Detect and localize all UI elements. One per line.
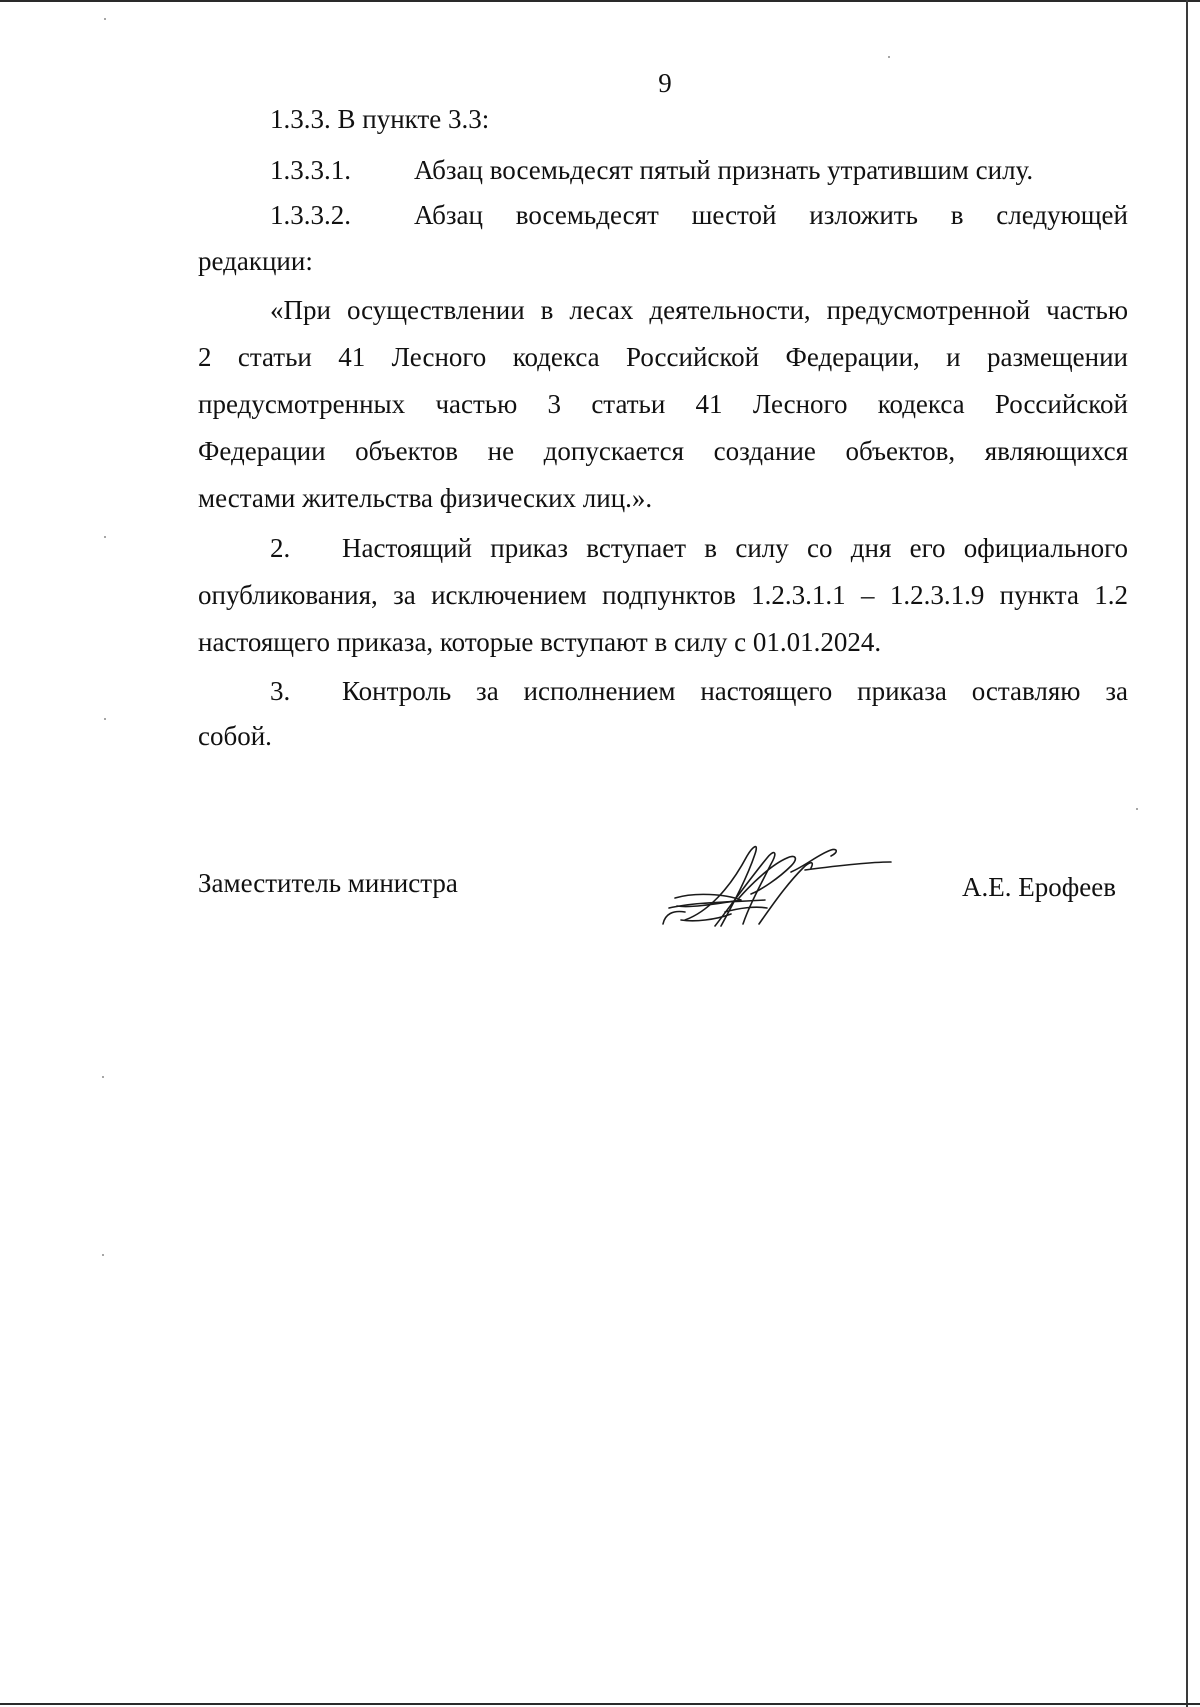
point-text: собой. bbox=[198, 721, 272, 751]
scan-speck bbox=[104, 718, 106, 720]
point-text: Настоящий приказ вступает в силу со дня его официального bbox=[342, 533, 1128, 563]
scan-speck bbox=[102, 1254, 104, 1256]
quote-line: предусмотренных частью 3 статьи 41 Лесного кодекса Российской bbox=[198, 389, 1128, 419]
handwritten-signature bbox=[655, 828, 895, 938]
scan-speck bbox=[102, 1076, 104, 1078]
scan-edge-right bbox=[1186, 0, 1188, 1707]
item-text: Абзац восемьдесят шестой изложить в следующей bbox=[414, 200, 1128, 230]
point-text: настоящего приказа, которые вступают в силу с 01.01.2024. bbox=[198, 627, 882, 657]
point-text: опубликования, за исключением подпунктов 1.2.3.1.1 – 1.2.3.1.9 пункта 1.2 bbox=[198, 580, 1128, 610]
scan-speck bbox=[1136, 808, 1138, 810]
signatory-name: А.Е. Ерофеев bbox=[962, 872, 1116, 902]
point-number: 3. bbox=[270, 676, 291, 706]
quote-line: 2 статьи 41 Лесного кодекса Российской Федерации, и размещении bbox=[198, 342, 1128, 372]
section-heading: 1.3.3. В пункте 3.3: bbox=[270, 104, 490, 134]
quote-line: «При осуществлении в лесах деятельности, предусмотренной частью bbox=[270, 295, 1128, 325]
point-text: Контроль за исполнением настоящего приказа оставляю за bbox=[342, 676, 1128, 706]
item-text-continuation: редакции: bbox=[198, 246, 313, 276]
scan-edge-top bbox=[0, 0, 1200, 2]
signatory-position: Заместитель министра bbox=[198, 868, 458, 898]
item-number: 1.3.3.2. bbox=[270, 200, 351, 230]
point-number: 2. bbox=[270, 533, 291, 563]
page-number: 9 bbox=[658, 68, 672, 98]
item-number: 1.3.3.1. bbox=[270, 155, 351, 185]
quote-line: Федерации объектов не допускается создание объектов, являющихся bbox=[198, 436, 1128, 466]
scan-speck bbox=[104, 18, 106, 20]
scan-speck bbox=[104, 536, 106, 538]
scan-edge-bottom bbox=[0, 1703, 1200, 1705]
item-text: Абзац восемьдесят пятый признать утратившим силу. bbox=[414, 155, 1034, 185]
quote-line: местами жительства физических лиц.». bbox=[198, 483, 653, 513]
scan-speck bbox=[888, 56, 890, 58]
